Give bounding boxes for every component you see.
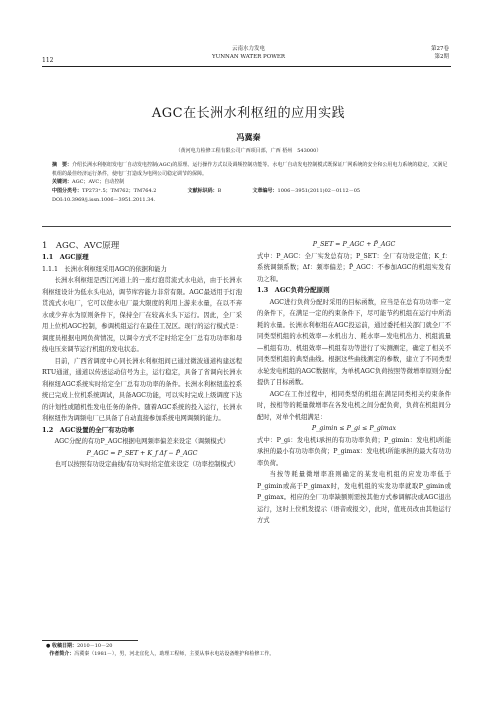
article-no: 1006－3951(2011)02－0112－05 [277, 188, 361, 195]
author-affiliation: （黄河电力检修工程有限公司广西项目部，广西 梧州 543000） [175, 148, 322, 154]
section-heading-1: 1 AGC、AVC原理 [42, 241, 120, 251]
article-title: AGC在长洲水利枢纽的应用实践 [151, 106, 346, 121]
paragraph: 也可以按照有功设定曲线/有功实时给定值来设定（功率控制模式） [54, 461, 240, 468]
issue-info [431, 45, 449, 61]
abstract-block [52, 161, 449, 205]
author-bio-label: 作者简介： [49, 650, 75, 657]
paragraph: AGC在工作过程中，相同类型的机组在满足同类相关约束条件时，按相等的耗量微增率在各发电机之间分配负荷，负荷在机组间分配时，对单个机组满足： [257, 390, 451, 421]
right-column [257, 239, 451, 527]
author-name: 冯冀秦 [236, 132, 261, 142]
doc-code-label: 文献标识码： [187, 188, 218, 195]
clc-text: TP273⁺.5；TM762；TM764.2 [82, 188, 157, 195]
subsection-heading-1-1: 1.1 AGC原理 [42, 253, 89, 261]
abstract-rule [42, 226, 451, 227]
footnote-rule [42, 640, 138, 641]
author-bio [46, 651, 274, 659]
equation-2: P_SET = P_AGC + P̄_AGC [312, 241, 396, 248]
abstract-text: 介绍长洲水利枢纽发电厂自动发电控制(AGC)的原理、运行操作方式以及调频控制功能等。水电厂自动发电控制模式既保证厂网系统的安全和公用电力系统的稳定，又满足机组的最佳经济运行条件，使电厂打造成为电网公司稳定调节的保障。 [52, 162, 448, 177]
doi [52, 196, 449, 205]
paragraph: AGC进行负荷分配时采用的目标函数，应当是在总有功功率一定的条件下，在满足一定的约束条件下，尽可能节约机组在运行中所消耗的水量。长洲水利枢纽在AGC投运前，通过委托相关部门就全厂不同类型机组的水机效率—水机出力、耗水率—发电机出力、机组流量—机组有功、机组效率—机组有功等进行了实测测定，确定了相关不同类型机组的典型曲线。根据这些曲线测定的参数，建立了不同类型水轮发电机组的AGC数据库，为单机AGC负荷按照等微增率原则分配提供了目标函数。 [257, 298, 451, 386]
equation-3: P_gimin ≤ P_gi ≤ P_gimax [311, 425, 397, 432]
keywords [52, 178, 449, 187]
paragraph: 目前，广西省调度中心同长洲水利枢纽间已通过微波通道构建远程RTU通道，通道以传送运动信号为主，运行稳定，具备了省调向长洲水利枢纽AGC系统实时给定全厂总有功功率的条件。长洲水利枢纽监控系统已完成上位机系统调试，具备AGC功能，可以实时完成上级调度下达的计划性或随机性发电任务的条件。随着AGC系统的投入运行，长洲水利枢纽作为调频电厂已具备了自动直接参加系统电网调频的能力。 [42, 357, 242, 422]
header-rule [42, 66, 451, 67]
left-column [42, 240, 242, 471]
paragraph: 长洲水利枢纽是西江河道上的一座灯泡贯流式水电站，由于长洲水利枢纽设计为低水头电站，调节库容能力非常有限。AGC最适用于灯泡贯流式水电厂，它可以使水电厂最大限度的利用上游来水量，在以不弃水或少弃水为原则条件下，保持全厂在较高水头下运行。因此，全厂采用上位机AGC控制，参调机组运行在最佳工况区。现行的运行模式是：调度员根据电网负荷情况，以调令方式不定时给定全厂总有功功率和母线电压来调节运行机组的发电状态。 [42, 277, 242, 353]
keywords-text: AGC；AVC；自动控制 [72, 179, 125, 186]
journal-name-cn: 云南水力发电 [231, 46, 265, 52]
volume: 第27卷 [431, 46, 449, 52]
paragraph: AGC分配的有功P_AGC根据电网频率偏差来设定（调频模式） [54, 438, 230, 445]
abstract-label: 摘 要： [52, 162, 73, 168]
received-label: 收稿日期： [51, 643, 77, 649]
doc-code: B [217, 188, 222, 195]
footnote [46, 643, 274, 658]
abstract [52, 161, 449, 178]
received-value: 2010－10－20 [76, 643, 113, 649]
keywords-label: 关键词： [52, 179, 73, 186]
subsection-heading-1-2: 1.2 AGC设置的全厂有功功率 [42, 425, 135, 434]
doi-text: 10.3969/j.issn.1006－3951.2011.34. [63, 196, 156, 203]
doi-label: DOI: [52, 196, 64, 203]
classification-line [52, 187, 449, 196]
paragraph: 式中：P_gi：发电机i承担的有功功率负荷；P_gimin：发电机i所能承担的最小有功功率负荷；P_gimax：发电机i所能承担的最大有功功率负荷。 [257, 436, 451, 467]
article-no-label: 文章编号： [252, 188, 278, 195]
page-number: 112 [42, 57, 54, 64]
issue: 第2期 [434, 54, 449, 60]
journal-header [0, 45, 497, 61]
subsubsection-heading-1-1-1: 1.1.1 长洲水利枢纽采用AGC的依据和能力 [42, 265, 167, 273]
journal-name-en: YUNNAN WATER POWER [211, 54, 286, 60]
author-bio-text: 冯冀秦（1981－），男，河北宜化人，助理工程师，主要从事水电站设备维护和检修工作。 [74, 650, 275, 657]
equation-1: P_AGC = P_SET + K_f Δf − P̄_AGC [86, 449, 198, 457]
clc-label: 中图分类号： [52, 188, 83, 195]
paragraph: 当按等耗量微增率准则确定的某发电机组的应发功率低于P_gimin或高于P_gimax时，发电机组的实发功率就取P_gimin或P_gimax。相应的全厂功率缺额则需按其他方式参调解决或AGC退出运行，这时上位机发提示（语音或报文），此时，值班员改由其他运行方式 [257, 471, 451, 524]
subsection-heading-1-3: 1.3 AGC负荷分配原则 [257, 286, 330, 294]
paragraph: 式中：P_AGC：全厂实发总有功；P_SET：全厂有功设定值；K_f：系统调频系数；Δf：频率偏差；P̄_AGC：不参加AGC的机组实发有功之和。 [257, 252, 451, 283]
received-date: ● 收稿日期：2010－10－20 [46, 643, 113, 649]
